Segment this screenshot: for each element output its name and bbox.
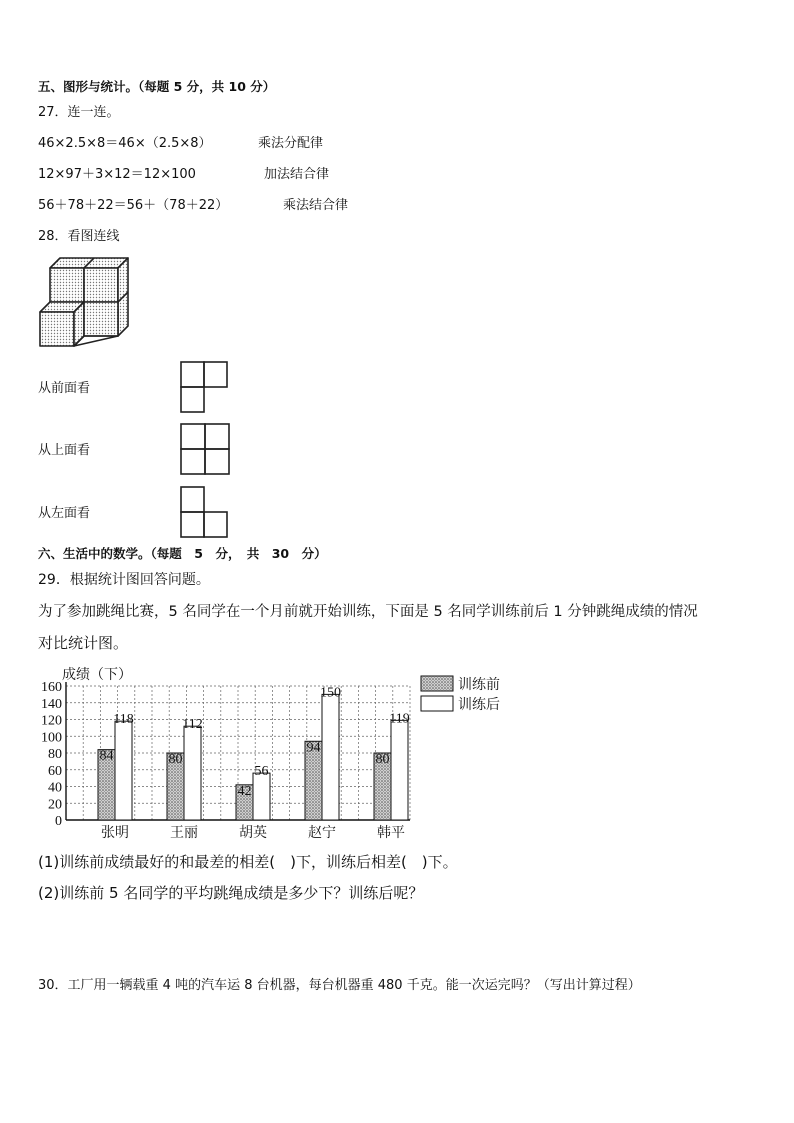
data-label-after: 112: [182, 717, 203, 733]
legend-swatch-before: [421, 676, 453, 691]
q27-right-3: 乘法结合律: [283, 198, 349, 213]
view-left-label: 从左面看: [38, 506, 91, 521]
legend-swatch-after: [421, 696, 453, 711]
legend-label-after: 训练后: [458, 697, 500, 713]
bar-after: [115, 721, 132, 820]
data-label-after: 56: [254, 764, 269, 780]
y-tick-label: 0: [55, 814, 62, 829]
data-label-before: 80: [375, 752, 390, 767]
category-label: 韩平: [377, 825, 405, 841]
q27-left-3: 56＋78＋22＝56＋（78＋22）: [38, 198, 229, 213]
data-label-after: 119: [389, 711, 410, 727]
y-tick-label: 60: [48, 763, 62, 779]
y-tick-label: 120: [41, 713, 62, 729]
q27-left-1: 46×2.5×8＝46×（2.5×8）: [38, 136, 212, 151]
section6-title: 六、生活中的数学。（每题 5 分， 共 30 分）: [38, 546, 327, 561]
y-tick-label: 20: [48, 797, 62, 813]
data-label-before: 42: [237, 783, 252, 799]
y-axis-label: 成绩（下）: [62, 667, 132, 683]
category-label: 胡英: [239, 825, 267, 841]
q29-sub1: (1)训练前成绩最好的和最差的相差( )下，训练后相差( )下。: [38, 853, 458, 871]
bar-after: [322, 694, 339, 820]
data-label-before: 94: [306, 740, 321, 756]
category-label: 王丽: [170, 825, 198, 841]
bar-after: [184, 726, 201, 820]
q28-label: 28．看图连线: [38, 229, 120, 244]
q30-text: 30．工厂用一辆载重 4 吨的汽车运 8 台机器，每台机器重 480 千克。能一次运完吗？（写出计算过程）: [38, 978, 641, 993]
bar-after: [253, 773, 270, 820]
q29-intro-line1: 为了参加跳绳比赛，5 名同学在一个月前就开始训练，下面是 5 名同学训练前后 1 分钟跳绳成绩的情况: [38, 604, 698, 620]
y-tick-label: 80: [48, 747, 62, 762]
q27-right-1: 乘法分配律: [258, 136, 324, 151]
y-tick-label: 40: [48, 780, 62, 796]
bar-after: [391, 720, 408, 820]
category-label: 张明: [101, 825, 129, 841]
data-label-before: 84: [99, 748, 114, 764]
category-label: 赵宁: [308, 825, 336, 841]
q29-intro-line2: 对比统计图。: [38, 634, 129, 652]
data-label-after: 118: [113, 712, 134, 728]
y-tick-label: 140: [41, 696, 62, 712]
q27-left-2: 12×97＋3×12＝12×100: [38, 167, 196, 182]
y-tick-label: 100: [41, 730, 62, 746]
q27-right-2: 加法结合律: [264, 167, 330, 182]
q29-sub2: (2)训练前 5 名同学的平均跳绳成绩是多少下？训练后呢？: [38, 884, 424, 902]
section5-title: 五、图形与统计。（每题 5 分，共 10 分）: [38, 79, 276, 94]
y-tick-label: 160: [41, 680, 62, 695]
q29-label: 29．根据统计图回答问题。: [38, 572, 210, 588]
data-label-before: 80: [168, 752, 183, 767]
view-top-label: 从上面看: [38, 443, 91, 458]
q27-label: 27．连一连。: [38, 105, 120, 120]
data-label-after: 150: [320, 685, 341, 701]
legend-label-before: 训练前: [458, 677, 500, 693]
view-front-label: 从前面看: [38, 381, 91, 396]
